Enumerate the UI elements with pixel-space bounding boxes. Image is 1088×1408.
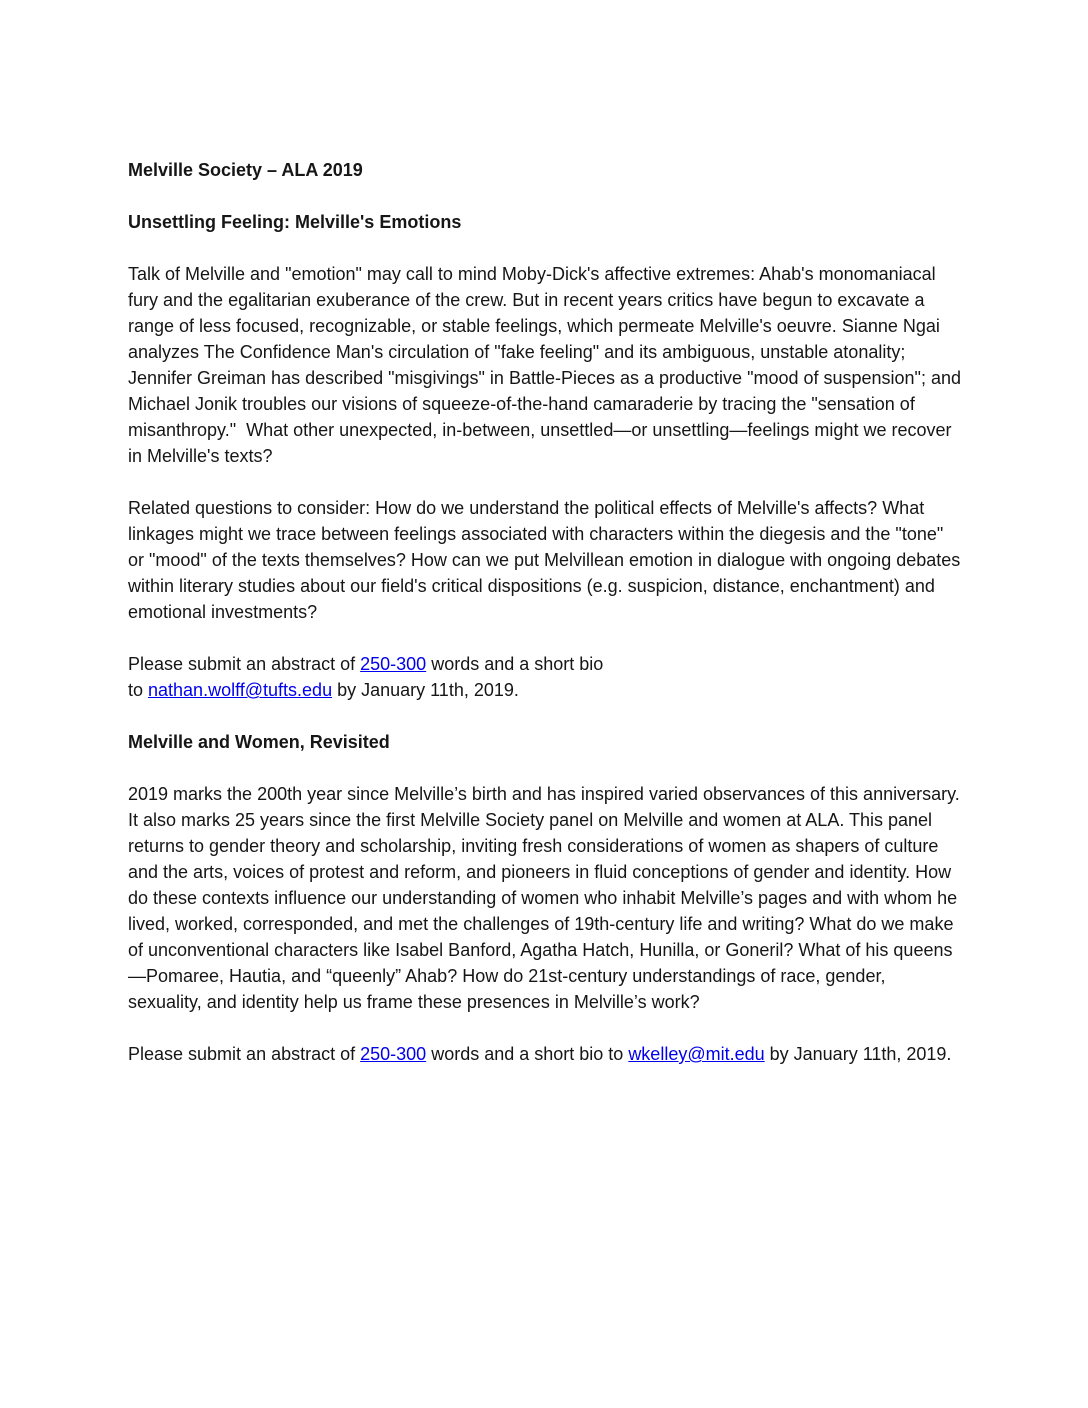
panel2-title-heading	[128, 729, 962, 755]
panel2-submission-paragraph	[128, 1041, 962, 1067]
doc-title-heading	[128, 157, 962, 183]
panel1-title-heading	[128, 209, 962, 235]
text-run: Melville Society – ALA 2019	[128, 160, 363, 180]
nathan-wolff-email-link[interactable]: nathan.wolff@tufts.edu	[148, 680, 333, 700]
wkelley-email-link[interactable]: wkelley@mit.edu	[628, 1044, 765, 1064]
text-run: Unsettling Feeling: Melville's Emotions	[128, 212, 462, 232]
panel1-questions-paragraph	[128, 495, 966, 625]
text-run: words and a short bio	[426, 654, 604, 674]
text-run: 2019 marks the 200th year since Melville’s birth and has inspired varied observances of this anniversary. It also marks 25 years since the first Melville Society panel on Melville and women at ALA. This panel returns to gender theory and scholarship, inviting fresh considerations of women as shapers of culture and the arts, voices of protest and reform, and pioneers in fluid conceptions of gender and identity. How do these contexts influence our understanding of women who inhabit Melville’s pages and with whom he lived, worked, corresponded, and met the challenges of 19th-century life and writing? What do we make of unconventional characters like Isabel Banford, Agatha Hatch, Hunilla, or Goneril? What of his queens—Pomaree, Hautia, and “queenly” Ahab? How do 21st-century understandings of race, gender, sexuality, and identity help us frame these presences in Melville’s work?	[128, 784, 965, 1012]
text-run: Talk of Melville and "emotion" may call to mind Moby-Dick's affective extremes: Ahab's monomaniacal fury and the egalitarian exuberance of the crew. But in recent years critics have begun to excavate a range of less focused, recognizable, or stable feelings, which permeate Melville's oeuvre. Sianne Ngai analyzes The Confidence Man's circulation of "fake feeling" and its ambiguous, unstable atonality; Jennifer Greiman has described "misgivings" in Battle-Pieces as a productive "mood of suspension"; and Michael Jonik troubles our visions of squeeze-of-the-hand camaraderie by tracing the "sensation of misanthropy." What other unexpected, in-between, unsettled—or unsettling—feelings might we recover in Melville's texts?	[128, 264, 966, 466]
text-run: to	[128, 680, 149, 700]
word-count-link-2[interactable]: 250-300	[360, 1044, 427, 1064]
text-run: Melville and Women, Revisited	[128, 732, 390, 752]
text-run: Please submit an abstract of	[128, 654, 361, 674]
word-count-link-1[interactable]: 250-300	[360, 654, 427, 674]
panel1-description-paragraph	[128, 261, 966, 469]
text-run: by January 11th, 2019.	[332, 680, 519, 700]
text-run: words and a short bio to	[426, 1044, 629, 1064]
document-content	[128, 157, 966, 1093]
panel2-description-paragraph	[128, 781, 965, 1015]
panel1-submission-paragraph	[128, 651, 962, 703]
text-run: Please submit an abstract of	[128, 1044, 361, 1064]
text-run: Related questions to consider: How do we understand the political effects of Melville's affects? What linkages might we trace between feelings associated with characters within the diegesis and the "tone" or "mood" of the texts themselves? How can we put Melvillean emotion in dialogue with ongoing debates within literary studies about our field's critical dispositions (e.g. suspicion, distance, enchantment) and emotional investments?	[128, 498, 966, 622]
text-run: by January 11th, 2019.	[764, 1044, 952, 1064]
